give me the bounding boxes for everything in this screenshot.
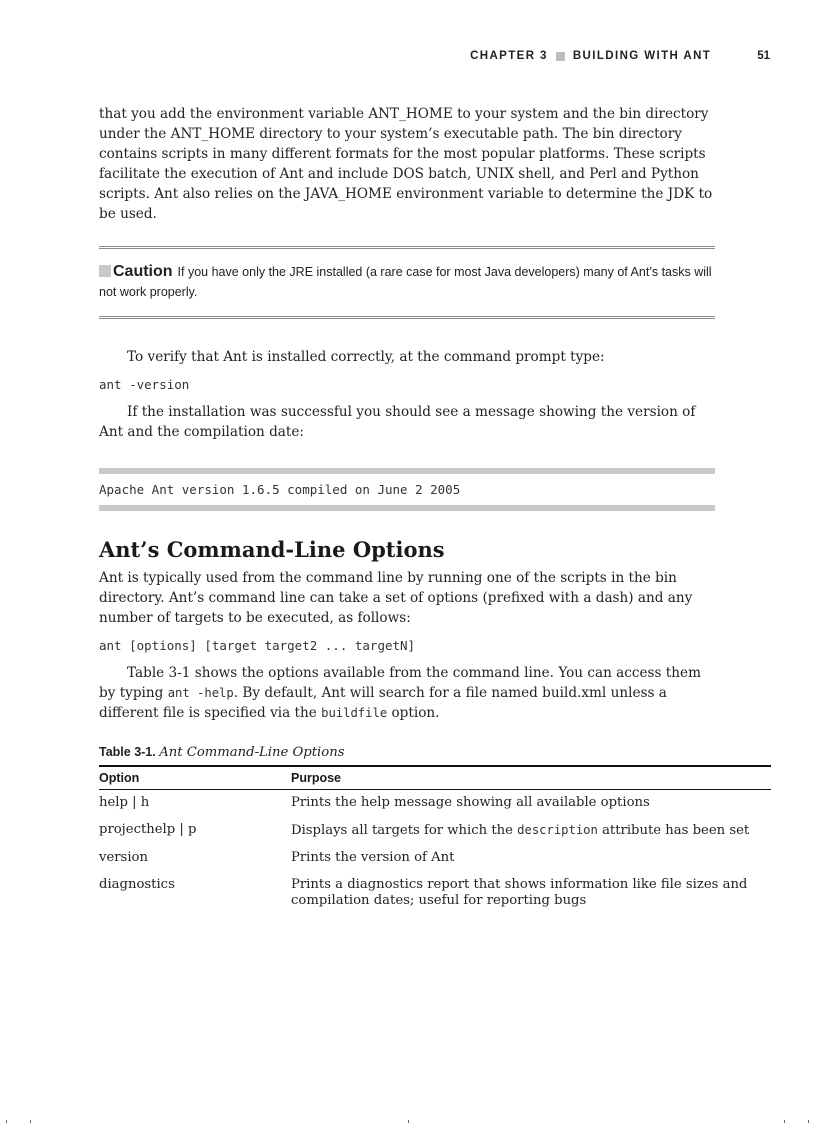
purpose-cell: Prints the version of Ant	[291, 850, 455, 865]
buildfile-code: buildfile	[321, 706, 388, 720]
option-cell: diagnostics	[99, 877, 175, 892]
version-output-box	[99, 468, 715, 511]
purpose-text-after: attribute has been set	[602, 823, 750, 838]
purpose-cell	[291, 817, 771, 845]
page-number: 51	[757, 50, 770, 62]
section-heading: Ant’s Command-Line Options	[99, 537, 445, 562]
purpose-cell: Prints the help message showing all available options	[291, 795, 650, 810]
header-option: Option	[99, 766, 291, 790]
page-content	[99, 104, 750, 915]
description-code: description	[517, 823, 598, 837]
purpose-text-before: Displays all targets for which the	[291, 823, 513, 838]
option-cell: help | h	[99, 795, 150, 810]
version-output: Apache Ant version 1.6.5 compiled on June 2 2005	[99, 482, 461, 497]
table-intro-text-3: option.	[391, 705, 440, 721]
verify-paragraph: To verify that Ant is installed correctly, at the command prompt type:	[127, 349, 605, 365]
caution-text: If you have only the JRE installed (a rare case for most Java developers) many of Ant’s tasks will not work properly.	[99, 265, 712, 299]
header-purpose: Purpose	[291, 766, 771, 790]
caution-square-icon	[99, 265, 111, 277]
table-row	[99, 817, 771, 845]
table-caption	[99, 745, 715, 760]
options-table	[99, 765, 771, 915]
option-cell: projecthelp | p	[99, 822, 197, 837]
usage-paragraph: Ant is typically used from the command line by running one of the scripts in the bin directory. Ant’s command line can take a set of options (prefixed with a dash) and any number of targets to be executed, as follows:	[99, 570, 693, 626]
caution-note	[99, 246, 715, 319]
intro-paragraph: that you add the environment variable ANT_HOME to your system and the bin directory under the ANT_HOME directory to your system’s executable path. The bin directory contains scripts in many different formats for the most popular platforms. These scripts facilitate the execution of Ant and include DOS batch, UNIX shell, and Perl and Python scripts. Ant also relies on the JAVA_HOME environment variable to determine the JDK to be used.	[99, 106, 713, 222]
verify-command: ant -version	[99, 377, 190, 392]
usage-command: ant [options] [target target2 ... targetN]	[99, 638, 416, 653]
caution-label: Caution	[113, 263, 173, 280]
table-row	[99, 872, 771, 915]
table-caption-label: Table 3-1.	[99, 745, 156, 759]
option-cell: version	[99, 850, 148, 865]
section-label: BUILDING WITH ANT	[572, 50, 712, 62]
table-header-row	[99, 766, 771, 790]
help-code: ant -help	[167, 686, 234, 700]
table-row	[99, 845, 771, 872]
table-intro-text-2: . By default, Ant will search for a file named build.xml unless a different file is specified via the	[99, 685, 667, 721]
separator-square-icon	[556, 52, 565, 61]
running-header	[470, 50, 770, 62]
table-intro-paragraph	[99, 663, 715, 723]
purpose-cell: Prints a diagnostics report that shows information like file sizes and compilation dates; useful for reporting bugs	[291, 877, 748, 908]
table-caption-title: Ant Command-Line Options	[159, 745, 345, 760]
table-row	[99, 790, 771, 818]
success-paragraph: If the installation was successful you should see a message showing the version of Ant and the compilation date:	[99, 404, 696, 440]
table-intro-text-1: Table 3-1 shows the options available from the command line. You can access them by typing	[99, 665, 701, 701]
chapter-label: CHAPTER 3	[470, 50, 548, 62]
